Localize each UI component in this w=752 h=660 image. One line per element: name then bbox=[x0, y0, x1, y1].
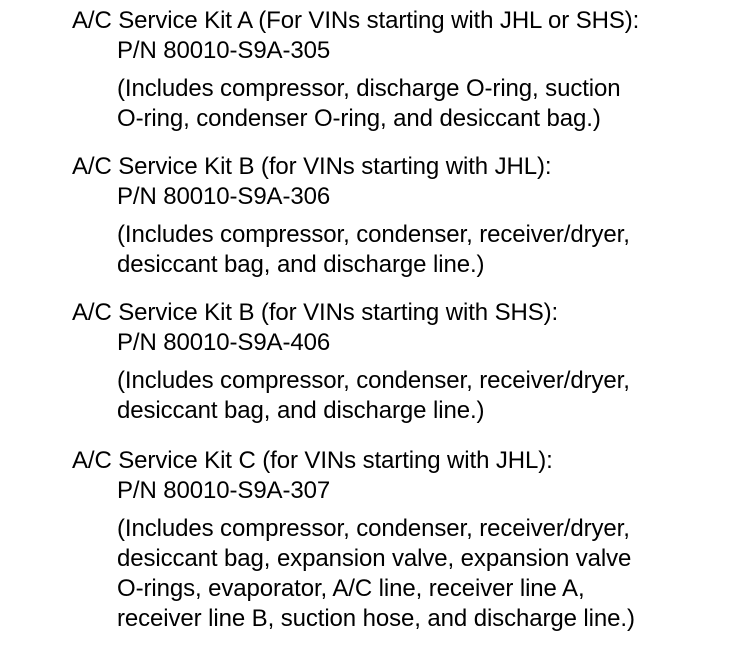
kit-title: A/C Service Kit B (for VINs starting with JHL): bbox=[72, 153, 552, 180]
kit-description-line: receiver line B, suction hose, and discharge line.) bbox=[117, 605, 635, 632]
kit-description bbox=[117, 220, 744, 280]
kit-description-line: O-rings, evaporator, A/C line, receiver line A, bbox=[117, 575, 585, 602]
kit-title: A/C Service Kit A (For VINs starting with JHL or SHS): bbox=[72, 7, 640, 34]
kit-description bbox=[117, 74, 744, 134]
kit-title: A/C Service Kit B (for VINs starting with SHS): bbox=[72, 299, 559, 326]
kit-title: A/C Service Kit C (for VINs starting with JHL): bbox=[72, 447, 553, 474]
service-kit-c bbox=[72, 446, 744, 634]
kit-description bbox=[117, 366, 744, 426]
service-kit-b-jhl bbox=[72, 152, 744, 280]
kit-description-line: O-ring, condenser O-ring, and desiccant bag.) bbox=[117, 105, 601, 132]
kit-description-line: (Includes compressor, discharge O-ring, suction bbox=[117, 75, 621, 102]
kit-description-line: desiccant bag, expansion valve, expansion valve bbox=[117, 545, 632, 572]
service-kit-b-shs bbox=[72, 298, 744, 426]
kit-part-number: P/N 80010-S9A-305 bbox=[117, 37, 331, 64]
kit-part-number: P/N 80010-S9A-306 bbox=[117, 183, 331, 210]
kit-part-number: P/N 80010-S9A-307 bbox=[117, 477, 331, 504]
kit-description bbox=[117, 514, 744, 634]
kit-description-line: (Includes compressor, condenser, receiver/dryer, bbox=[117, 515, 630, 542]
kit-description-line: (Includes compressor, condenser, receiver/dryer, bbox=[117, 367, 630, 394]
kit-description-line: desiccant bag, and discharge line.) bbox=[117, 251, 485, 278]
kit-description-line: desiccant bag, and discharge line.) bbox=[117, 397, 485, 424]
kit-part-number: P/N 80010-S9A-406 bbox=[117, 329, 331, 356]
service-kit-a bbox=[72, 6, 744, 134]
kit-description-line: (Includes compressor, condenser, receiver/dryer, bbox=[117, 221, 630, 248]
